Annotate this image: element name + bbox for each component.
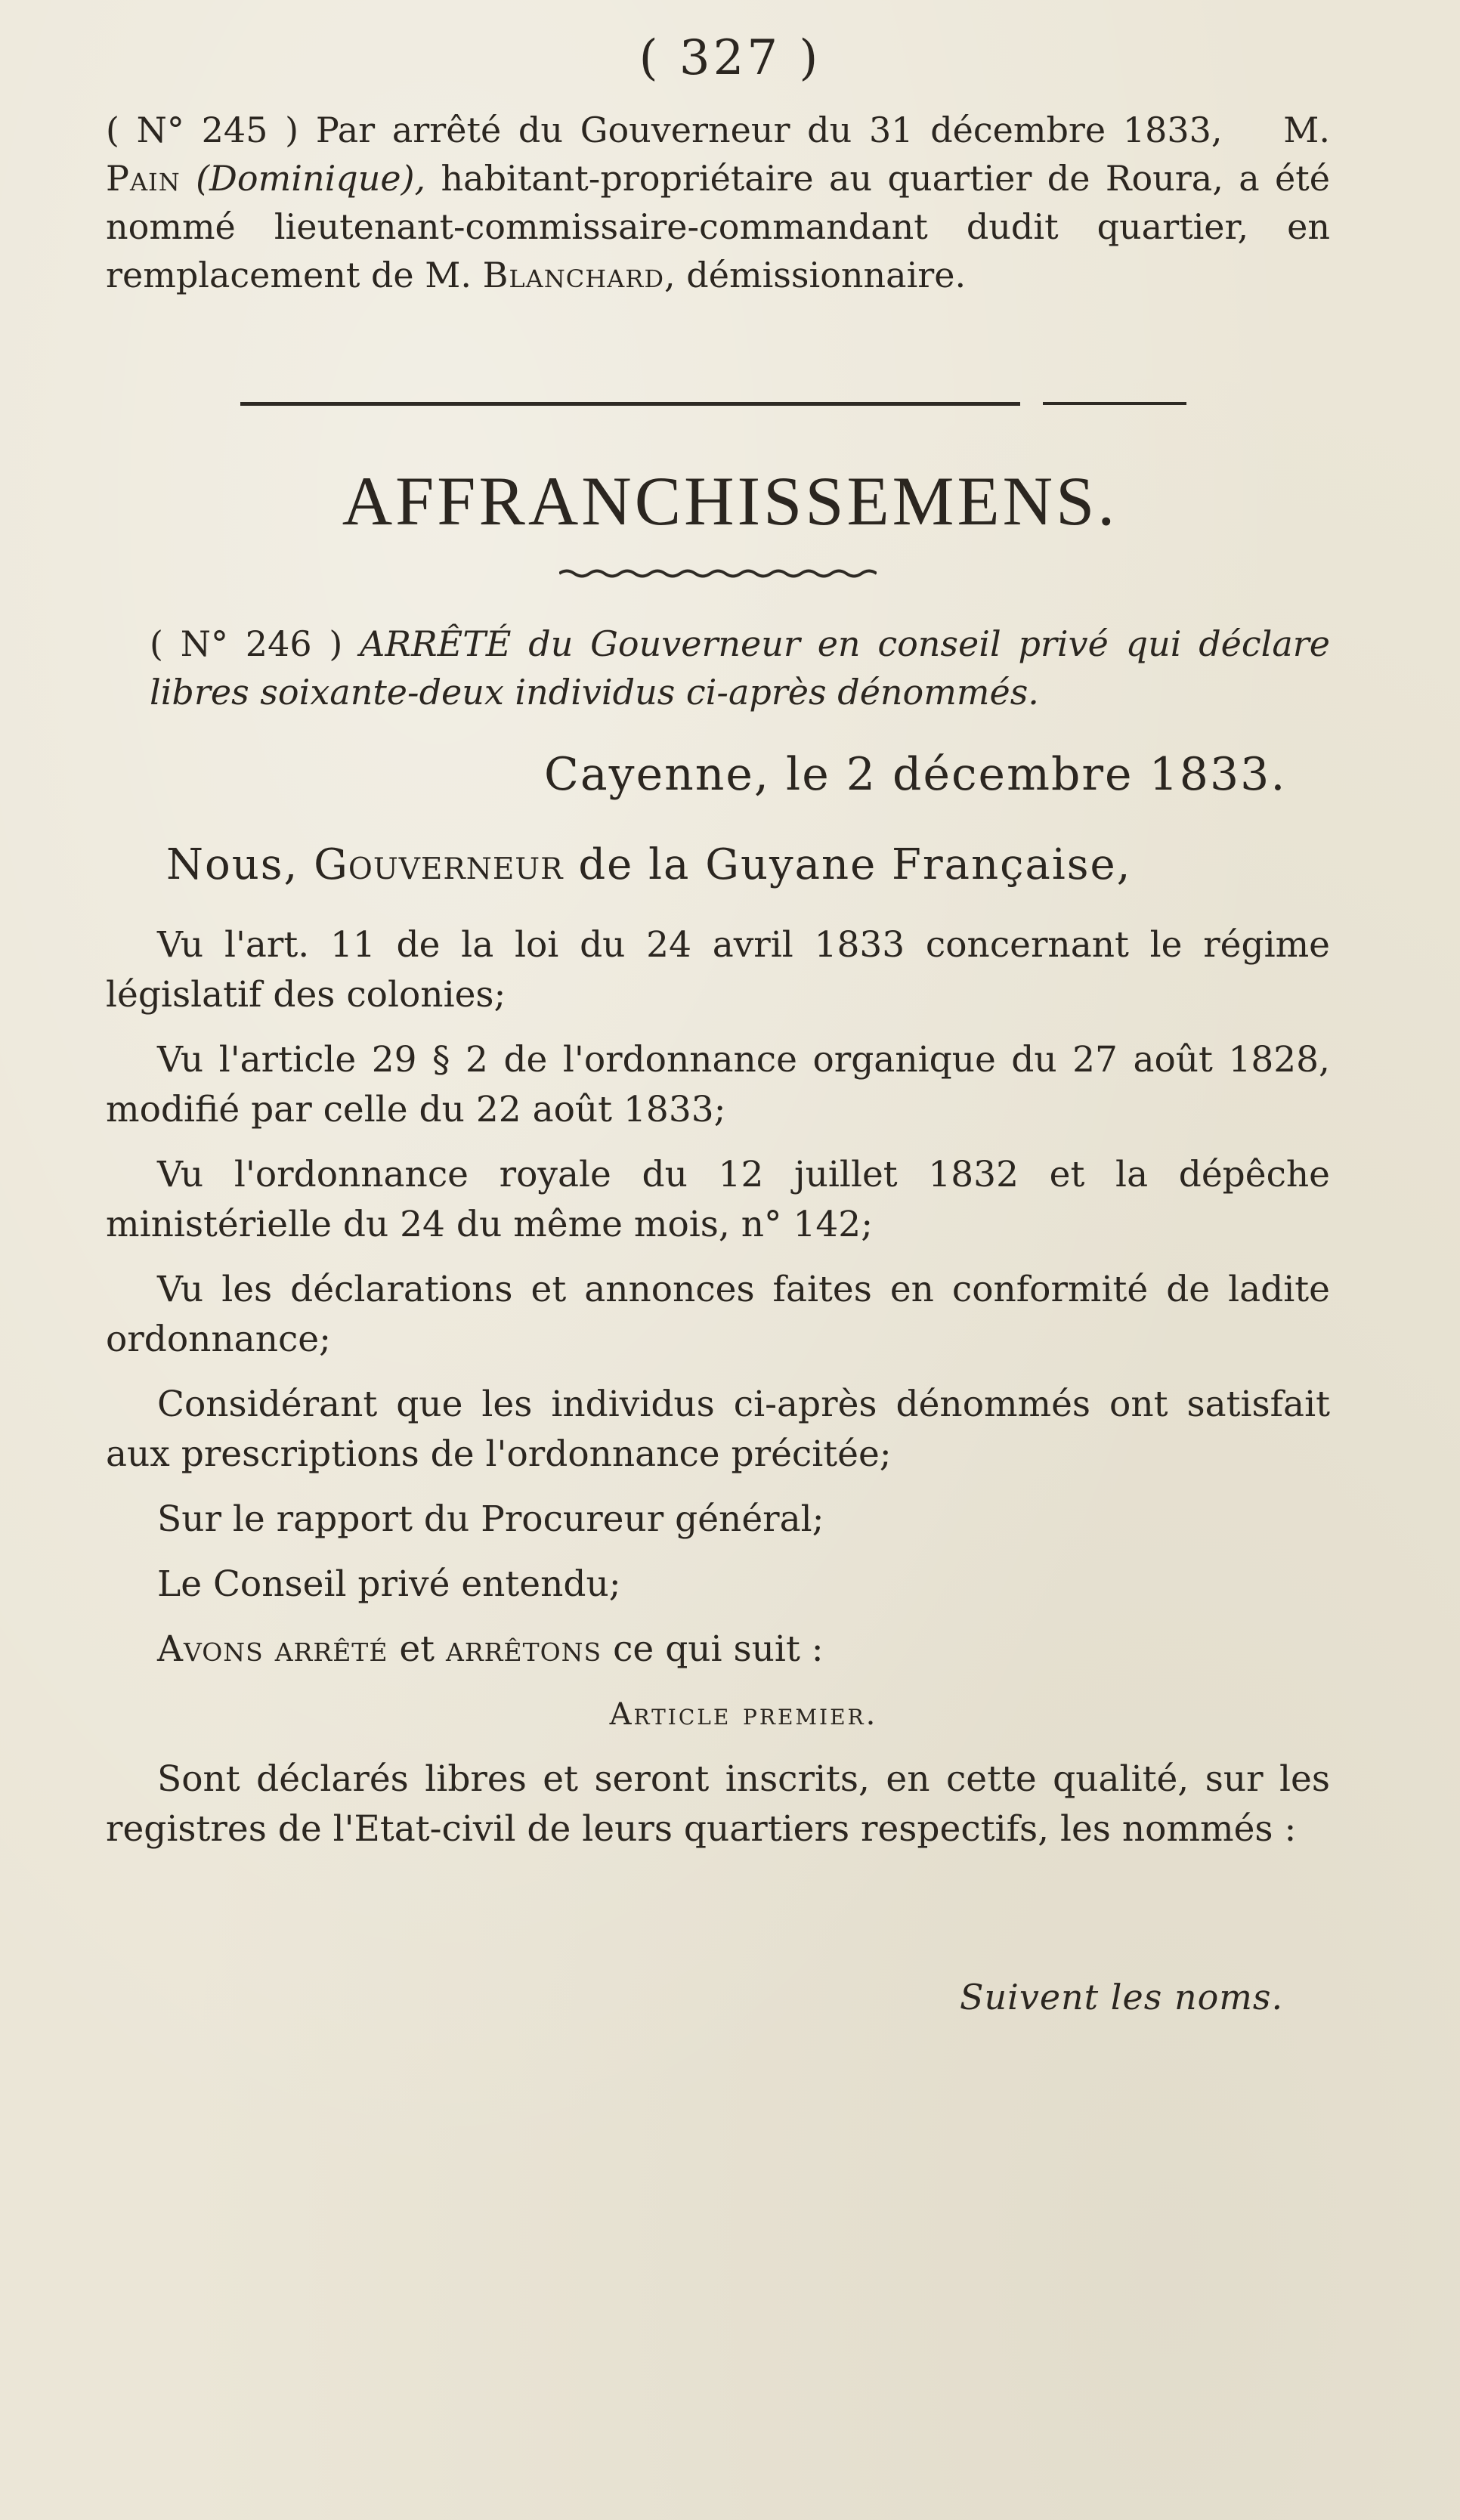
salutation	[166, 840, 1131, 889]
wavy-ornament	[559, 568, 877, 579]
salutation-gouverneur: Gouverneur	[314, 840, 564, 889]
decree-body	[106, 920, 1330, 1869]
consideration-1: Vu l'art. 11 de la loi du 24 avril 1833 concernant le régime législatif des colonies;	[106, 924, 1330, 1016]
place-date: Cayenne, le 2 décembre 1833.	[544, 748, 1287, 801]
decree-arretons: arrêtons	[446, 1628, 602, 1670]
decree-avons: Avons	[157, 1628, 264, 1670]
page-number: ( 327 )	[639, 30, 821, 86]
notice-245-given-name: (Dominique),	[180, 158, 441, 199]
notice-245	[106, 106, 1330, 299]
notice-245-predecessor: Blanchard	[482, 255, 665, 295]
notice-245-text-3: , démissionnaire.	[664, 255, 967, 295]
decree-formula	[106, 1625, 1330, 1674]
salutation-nous: Nous,	[166, 840, 314, 889]
decree-arrete: arrêté	[274, 1628, 388, 1670]
consideration-6: Sur le rapport du Procureur général;	[157, 1498, 824, 1540]
decree-et: et	[388, 1628, 446, 1670]
notice-245-text-1: Par arrêté du Gouverneur du 31 décembre 1833,	[298, 110, 1223, 150]
consideration-2: Vu l'article 29 § 2 de l'ordonnance organique du 27 août 1828, modifié par celle du 22 août 1833;	[106, 1039, 1330, 1130]
section-heading: AFFRANCHISSEMENS.	[342, 462, 1118, 540]
notice-245-title-prefix: M.	[1283, 110, 1331, 150]
article-text: Sont déclarés libres et seront inscrits, en cette qualité, sur les registres de l'Etat-civil de leurs quartiers respectifs, les nommés :	[106, 1758, 1330, 1850]
section-divider-long	[240, 402, 1020, 406]
article-heading: Article premier.	[609, 1697, 878, 1732]
consideration-4: Vu les déclarations et annonces faites en conformité de ladite ordonnance;	[106, 1269, 1330, 1360]
notice-245-number: ( N° 245 )	[106, 110, 299, 150]
consideration-3: Vu l'ordonnance royale du 12 juillet 1832 et la dépêche ministérielle du 24 du même mois, n° 142;	[106, 1154, 1330, 1245]
salutation-rest: de la Guyane Française,	[563, 840, 1132, 889]
decree-rest: ce qui suit :	[602, 1628, 824, 1670]
consideration-5: Considérant que les individus ci-après dénommés ont satisfait aux prescriptions de l'ordonnance précitée;	[106, 1384, 1330, 1475]
consideration-7: Le Conseil privé entendu;	[157, 1563, 621, 1605]
notice-245-text-2: habitant-propriétaire au quartier de Roura, a été nommé lieutenant-commissaire-commandant dudit quartier, en remplacement de M.	[106, 158, 1330, 295]
notice-246-title: ARRÊTÉ du Gouverneur en conseil privé qui déclare libres soixante-deux individus ci-après dénommés.	[150, 623, 1331, 713]
section-divider-short	[1043, 402, 1186, 405]
signoff-note: Suivent les noms.	[960, 1977, 1284, 2018]
notice-246	[106, 620, 1330, 716]
notice-245-surname: Pain	[106, 158, 181, 199]
notice-246-number: ( N° 246 )	[150, 623, 343, 664]
